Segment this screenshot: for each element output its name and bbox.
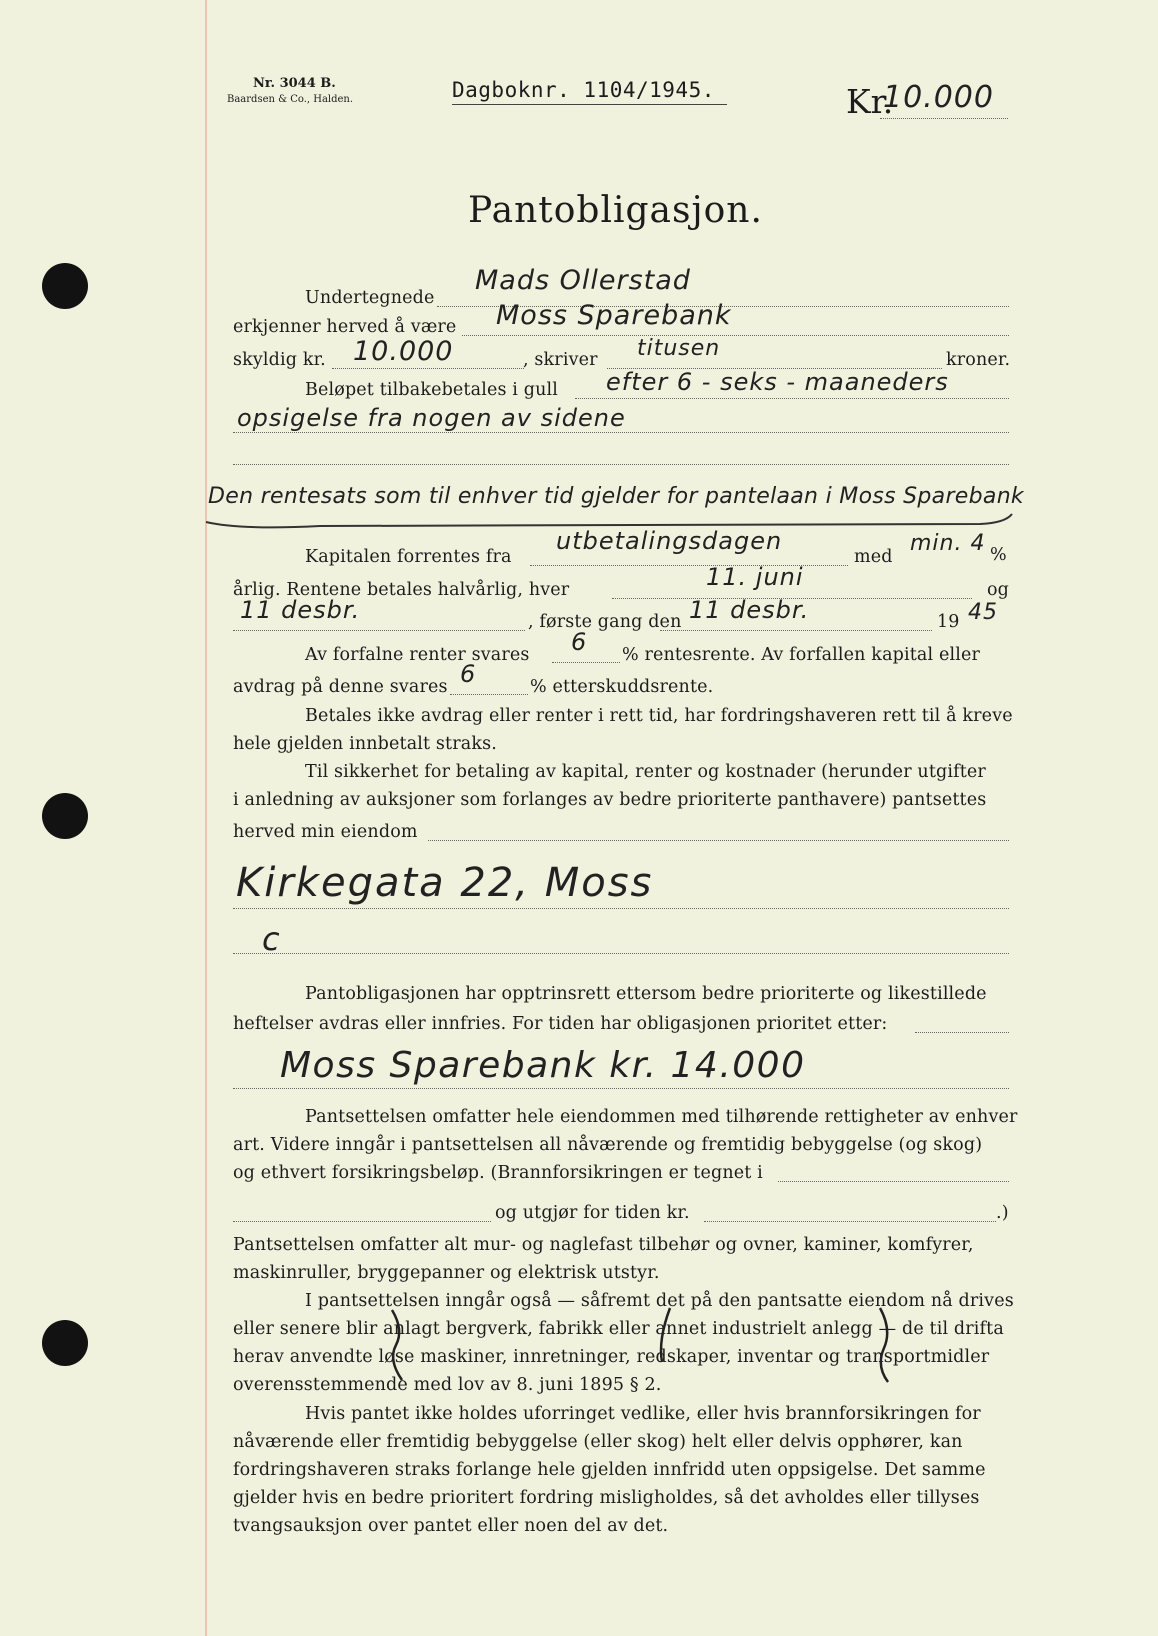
med-value: min. 4 [910, 531, 986, 556]
og-label: og [987, 580, 1010, 600]
forste-label: , første gang den [528, 612, 682, 632]
med-label: med [854, 547, 893, 567]
priority-value: Moss Sparebank kr. 14.000 [280, 1045, 806, 1086]
kapital-value: utbetalingsdagen [556, 527, 783, 555]
utgjor-line-b [704, 1221, 996, 1222]
form-number: Nr. 3044 B. [253, 76, 336, 91]
herved-label: herved min eiendom [233, 822, 418, 842]
pant-line-2: art. Videre inngår i pantsettelsen all nåværende og fremtidig bebyggelse (og skog) [233, 1135, 983, 1155]
priority-line [233, 1088, 1009, 1089]
erkjenner-value: Moss Sparebank [496, 300, 732, 331]
journal-underline [452, 104, 727, 105]
undertegnede-label: Undertegnede [305, 288, 435, 308]
property-value: Kirkegata 22, Moss [236, 860, 654, 906]
til-line-2: i anledning av auksjoner som forlanges av bedre prioriterte panthavere) pantsettes [233, 790, 987, 810]
avdrag-label: avdrag på denne svares [233, 677, 448, 697]
avforfalne-line [552, 662, 620, 663]
belopet-value-2: opsigelse fra nogen av sidene [237, 404, 626, 432]
journal-number: Dagboknr. 1104/1945. [452, 78, 715, 102]
utgjor-line-a [233, 1221, 491, 1222]
til-line-1: Til sikkerhet for betaling av kapital, renter og kostnader (herunder utgifter [305, 762, 986, 782]
hvis-line-1: Hvis pantet ikke holdes uforringet vedlike, eller hvis brannforsikringen for [305, 1404, 981, 1424]
avdrag-value: 6 [460, 660, 477, 688]
kapital-label: Kapitalen forrentes fra [305, 547, 512, 567]
amount-line [880, 118, 1008, 119]
skyldig-value: 10.000 [353, 336, 454, 367]
arlig-label: årlig. Rentene betales halvårlig, hver [233, 580, 570, 600]
punch-hole [42, 1320, 88, 1366]
pant-line-4-end: .) [996, 1203, 1009, 1223]
date2-value: 11 desbr. [240, 596, 361, 624]
skyldig-label: skyldig kr. [233, 350, 326, 370]
herved-line [428, 840, 1009, 841]
prio-line [915, 1032, 1009, 1033]
i-line-1: I pantsettelsen inngår også — såfremt det på den pantsatte eiendom nå drives [305, 1291, 1014, 1311]
blank-line [233, 464, 1009, 465]
punch-hole [42, 793, 88, 839]
date2-line [233, 630, 525, 631]
year-value: 45 [968, 600, 998, 625]
pant-line-3: og ethvert forsikringsbeløp. (Brannforsikringen er tegnet i [233, 1163, 763, 1183]
erkjenner-line [462, 335, 1009, 336]
undertegnede-value: Mads Ollerstad [475, 265, 691, 296]
avforfalne-value: 6 [571, 628, 588, 656]
skriver-label: , skriver [523, 350, 598, 370]
prio-line-1: Pantobligasjonen har opptrinsrett ettersom bedre prioriterte og likestillede [305, 984, 987, 1004]
belopet-line [575, 398, 1009, 399]
forste-line [660, 630, 932, 631]
avdrag-line [450, 694, 528, 695]
percent-sign: % [990, 545, 1007, 565]
hvis-line-2: nåværende eller fremtidig bebyggelse (eller skog) helt eller delvis opphører, kan [233, 1432, 963, 1452]
pant-line-5: Pantsettelsen omfatter alt mur- og naglefast tilbehør og ovner, kaminer, komfyrer, [233, 1235, 974, 1255]
brann-line [778, 1181, 1009, 1182]
amount-prefix: Kr. [846, 82, 894, 121]
avforfalne-rest: % rentesrente. Av forfallen kapital eller [622, 645, 980, 665]
hvis-line-5: tvangsauksjon over pantet eller noen del av det. [233, 1516, 669, 1536]
i-line-3: herav anvendte løse maskiner, innretninger, redskaper, inventar og transportmidler [233, 1347, 990, 1367]
year-prefix: 19 [937, 612, 960, 632]
avforfalne-label: Av forfalne renter svares [305, 645, 530, 665]
property-line [233, 908, 1009, 909]
betales-line-2: hele gjelden innbetalt straks. [233, 734, 497, 754]
betales-line-1: Betales ikke avdrag eller renter i rett tid, har fordringshaveren rett til å kreve [305, 706, 1013, 726]
property-line-2 [233, 953, 1009, 954]
prio-line-2: heftelser avdras eller innfries. For tiden har obligasjonen prioritet etter: [233, 1014, 888, 1034]
strike-marks [380, 1300, 1020, 1390]
hvis-line-4: gjelder hvis en bedre prioritert fordring misligholdes, så det avholdes eller tillyses [233, 1488, 980, 1508]
amount-handwritten: 10.000 [883, 80, 994, 115]
belopet-line-2 [233, 432, 1009, 433]
margin-line [205, 0, 207, 1636]
skriver-value: titusen [637, 336, 721, 361]
avdrag-rest: % etterskuddsrente. [530, 677, 714, 697]
hvis-line-3: fordringshaveren straks forlange hele gjelden innfridd uten oppsigelse. Det samme [233, 1460, 986, 1480]
pant-line-1: Pantsettelsen omfatter hele eiendommen med tilhørende rettigheter av enhver [305, 1107, 1018, 1127]
property-mark: c [262, 920, 281, 958]
arlig-value: 11. juni [706, 563, 804, 591]
forste-value: 11 desbr. [689, 596, 810, 624]
interest-rate-note: Den rentesats som til enhver tid gjelder for pantelaan i Moss Sparebank [208, 484, 1024, 509]
belopet-value: efter 6 - seks - maaneders [606, 368, 949, 396]
document-title: Pantobligasjon. [468, 190, 763, 231]
kroner-label: kroner. [946, 350, 1011, 370]
belopet-label: Beløpet tilbakebetales i gull [305, 380, 559, 400]
skyldig-line [332, 368, 524, 369]
pant-line-4: og utgjør for tiden kr. [495, 1203, 690, 1223]
i-line-4: overensstemmende med lov av 8. juni 1895 § 2. [233, 1375, 662, 1395]
pant-line-6: maskinruller, bryggepanner og elektrisk utstyr. [233, 1263, 660, 1283]
printer-name: Baardsen & Co., Halden. [227, 94, 354, 105]
erkjenner-label: erkjenner herved å være [233, 317, 457, 337]
i-line-2: eller senere blir anlagt bergverk, fabrikk eller annet industrielt anlegg — de til drifta [233, 1319, 1004, 1339]
punch-hole [42, 263, 88, 309]
